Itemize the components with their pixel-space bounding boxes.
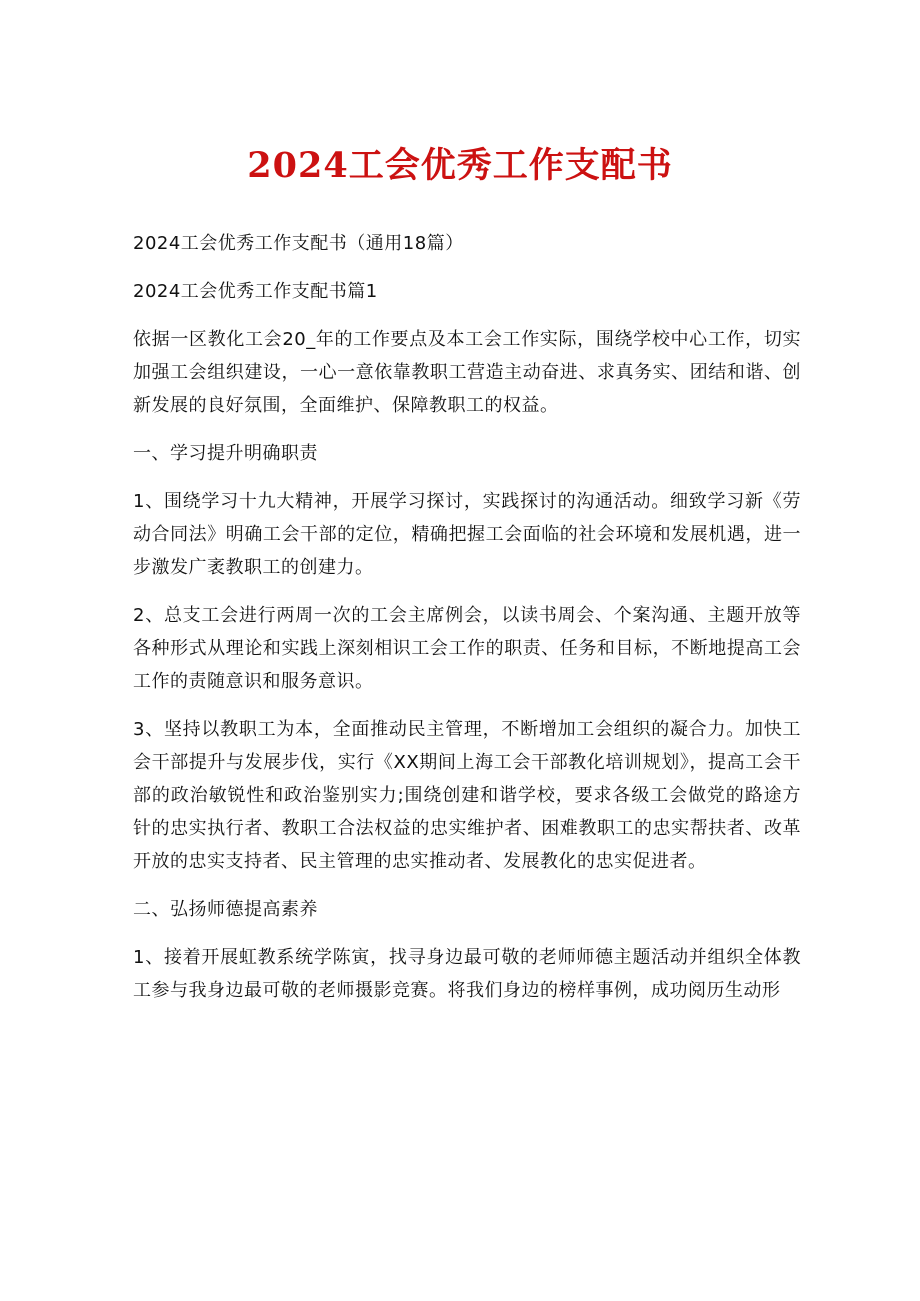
section-heading: 二、弘扬师德提高素养 <box>133 899 318 920</box>
body-paragraph: 3、坚持以教职工为本，全面推动民主管理，不断增加工会组织的凝合力。加快工会干部提升与发展步伐，实行《XX期间上海工会干部教化培训规划》，提高工会干部的政治敏锐性和政治鉴别实力;围绕创建和谐学校，要求各级工会做党的路途方针的忠实执行者、教职工合法权益的忠实维护者、困难教职工的忠实帮扶者、改革开放的忠实支持者、民主管理的忠实推动者、发展教化的忠实促进者。 <box>133 719 801 872</box>
section-heading: 2024工会优秀工作支配书篇1 <box>133 281 378 302</box>
body-paragraph: 依据一区教化工会20_年的工作要点及本工会工作实际，围绕学校中心工作，切实加强工会组织建设，一心一意依靠教职工营造主动奋进、求真务实、团结和谐、创新发展的良好氛围，全面维护、保障教职工的权益。 <box>133 329 801 416</box>
document-title: 2024工会优秀工作支配书 <box>247 145 673 186</box>
body-paragraph: 1、接着开展虹教系统学陈寅，找寻身边最可敬的老师师德主题活动并组织全体教工参与我身边最可敬的老师摄影竞赛。将我们身边的榜样事例，成功阅历生动形 <box>133 947 801 1001</box>
section-heading: 一、学习提升明确职责 <box>133 443 318 464</box>
body-paragraph: 1、围绕学习十九大精神，开展学习探讨，实践探讨的沟通活动。细致学习新《劳动合同法》明确工会干部的定位，精确把握工会面临的社会环境和发展机遇，进一步激发广袤教职工的创建力。 <box>133 491 801 578</box>
subtitle-paragraph: 2024工会优秀工作支配书（通用18篇） <box>133 233 464 254</box>
document-body <box>133 227 801 1022</box>
body-paragraph: 2、总支工会进行两周一次的工会主席例会，以读书周会、个案沟通、主题开放等各种形式从理论和实践上深刻相识工会工作的职责、任务和目标，不断地提高工会工作的责随意识和服务意识。 <box>133 605 801 692</box>
